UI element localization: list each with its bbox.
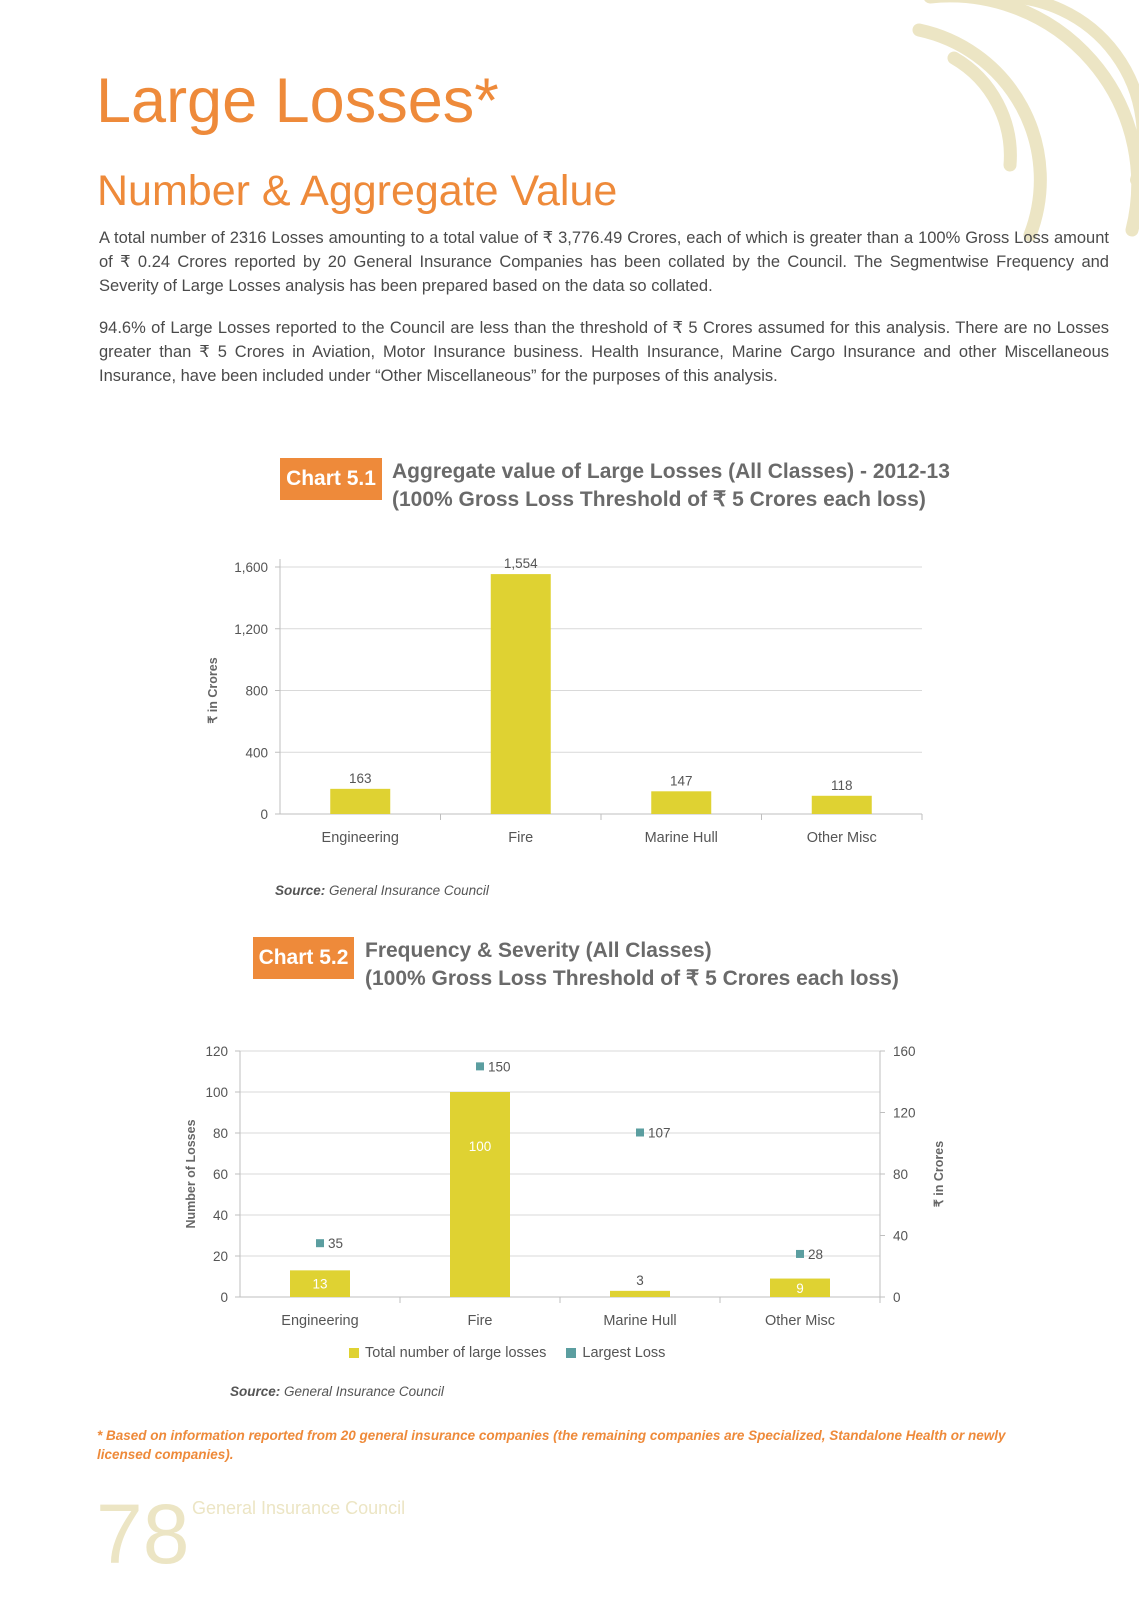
x-tick-label: Engineering	[281, 1313, 359, 1329]
page-number: 78	[96, 1487, 190, 1581]
bar-data-label: 3	[636, 1272, 644, 1288]
marker	[636, 1128, 644, 1136]
y-tick-label-left: 40	[212, 1208, 228, 1223]
y-axis-label-left: Number of Losses	[184, 1119, 198, 1229]
bar-data-label: 100	[468, 1139, 492, 1154]
marker-data-label: 150	[488, 1059, 511, 1075]
data-label: 163	[348, 770, 372, 786]
legend-swatch-marker	[566, 1348, 576, 1358]
chart-1-title-line1: Aggregate value of Large Losses (All Classes) - 2012-13	[392, 460, 950, 483]
threshold-paragraph: 94.6% of Large Losses reported to the Council are less than the threshold of ₹ 5 Crores assumed for this analysis. There are no Losses greater than ₹ 5 Crores in Aviation, Motor Insurance business. Health Insurance, Marine Cargo Insurance and other Miscellaneous Insurance, have been included under “Other Miscellaneous” for the purposes of this analysis.	[99, 319, 1109, 385]
bar-data-label: 9	[796, 1280, 804, 1296]
x-tick-label: Fire	[508, 830, 534, 846]
data-label: 147	[669, 773, 693, 789]
x-tick-label: Marine Hull	[603, 1313, 677, 1329]
y-tick-label-right: 120	[893, 1105, 916, 1121]
y-tick-label: 0	[260, 807, 268, 822]
bar	[610, 1291, 670, 1297]
data-label: 118	[830, 777, 853, 793]
marker	[316, 1239, 324, 1247]
y-tick-label-right: 80	[893, 1167, 909, 1182]
y-tick-label-left: 0	[220, 1290, 228, 1305]
chart-2-source	[230, 1384, 444, 1399]
marker-data-label: 35	[328, 1236, 344, 1252]
y-tick-label-left: 20	[212, 1249, 228, 1264]
y-tick-label-right: 160	[893, 1044, 916, 1059]
footnote: * Based on information reported from 20 general insurance companies (the remaining companies are Specialized, Standalone Health or newly licensed companies).	[97, 1428, 1006, 1462]
y-axis-label-right: ₹ in Crores	[932, 1140, 946, 1208]
marker-data-label: 28	[808, 1246, 824, 1262]
y-axis-label: ₹ in Crores	[206, 657, 220, 724]
y-tick-label-left: 120	[205, 1044, 228, 1059]
x-tick-label: Other Misc	[806, 830, 877, 846]
chart-2-source-text: General Insurance Council	[284, 1384, 444, 1399]
chart-1-badge: Chart 5.1	[280, 458, 382, 500]
legend-label-marker: Largest Loss	[582, 1345, 666, 1362]
x-tick-label: Other Misc	[764, 1313, 836, 1329]
chart-1-title-line2: (100% Gross Loss Threshold of ₹ 5 Crores each loss)	[392, 488, 926, 511]
chart-2-title-line1: Frequency & Severity (All Classes)	[365, 939, 712, 962]
y-tick-label-left: 100	[205, 1085, 228, 1100]
chart-2-badge: Chart 5.2	[253, 937, 354, 979]
page-title: Large Losses*	[96, 66, 499, 136]
page-subtitle: Number & Aggregate Value	[97, 167, 618, 215]
marker	[796, 1250, 804, 1258]
chart-1-source-label: Source:	[275, 883, 326, 898]
legend-label-bar: Total number of large losses	[365, 1345, 547, 1362]
y-tick-label-left: 80	[212, 1126, 228, 1141]
legend-swatch-bar	[349, 1348, 359, 1358]
bar-data-label: 13	[312, 1276, 328, 1292]
bar	[450, 1092, 510, 1297]
y-tick-label-right: 40	[893, 1228, 909, 1244]
y-tick-label: 1,200	[234, 621, 268, 637]
x-tick-label: Fire	[467, 1313, 493, 1329]
chart-1-source-text: General Insurance Council	[329, 883, 489, 898]
marker-data-label: 107	[648, 1125, 671, 1141]
y-tick-label-right: 0	[893, 1290, 901, 1305]
y-tick-label-left: 60	[212, 1167, 228, 1182]
chart-2-source-label: Source:	[230, 1384, 281, 1399]
y-tick-label: 1,600	[234, 560, 268, 575]
publication-name: General Insurance Council	[192, 1498, 406, 1518]
x-tick-label: Marine Hull	[644, 830, 718, 846]
chart-2-legend	[349, 1345, 665, 1361]
x-tick-label: Engineering	[321, 830, 399, 846]
chart-2-title-line2: (100% Gross Loss Threshold of ₹ 5 Crores each loss)	[365, 967, 899, 990]
y-tick-label: 400	[245, 745, 268, 761]
data-label: 1,554	[503, 556, 538, 572]
marker	[476, 1062, 484, 1070]
y-tick-label: 800	[245, 683, 268, 699]
intro-paragraph: A total number of 2316 Losses amounting to a total value of ₹ 3,776.49 Crores, each of which is greater than a 100% Gross Loss amount of ₹ 0.24 Crores reported by 20 General Insurance Companies has been collated by the Council. The Segmentwise Frequency and Severity of Large Losses analysis has been prepared based on the data so collated.	[99, 229, 1109, 295]
